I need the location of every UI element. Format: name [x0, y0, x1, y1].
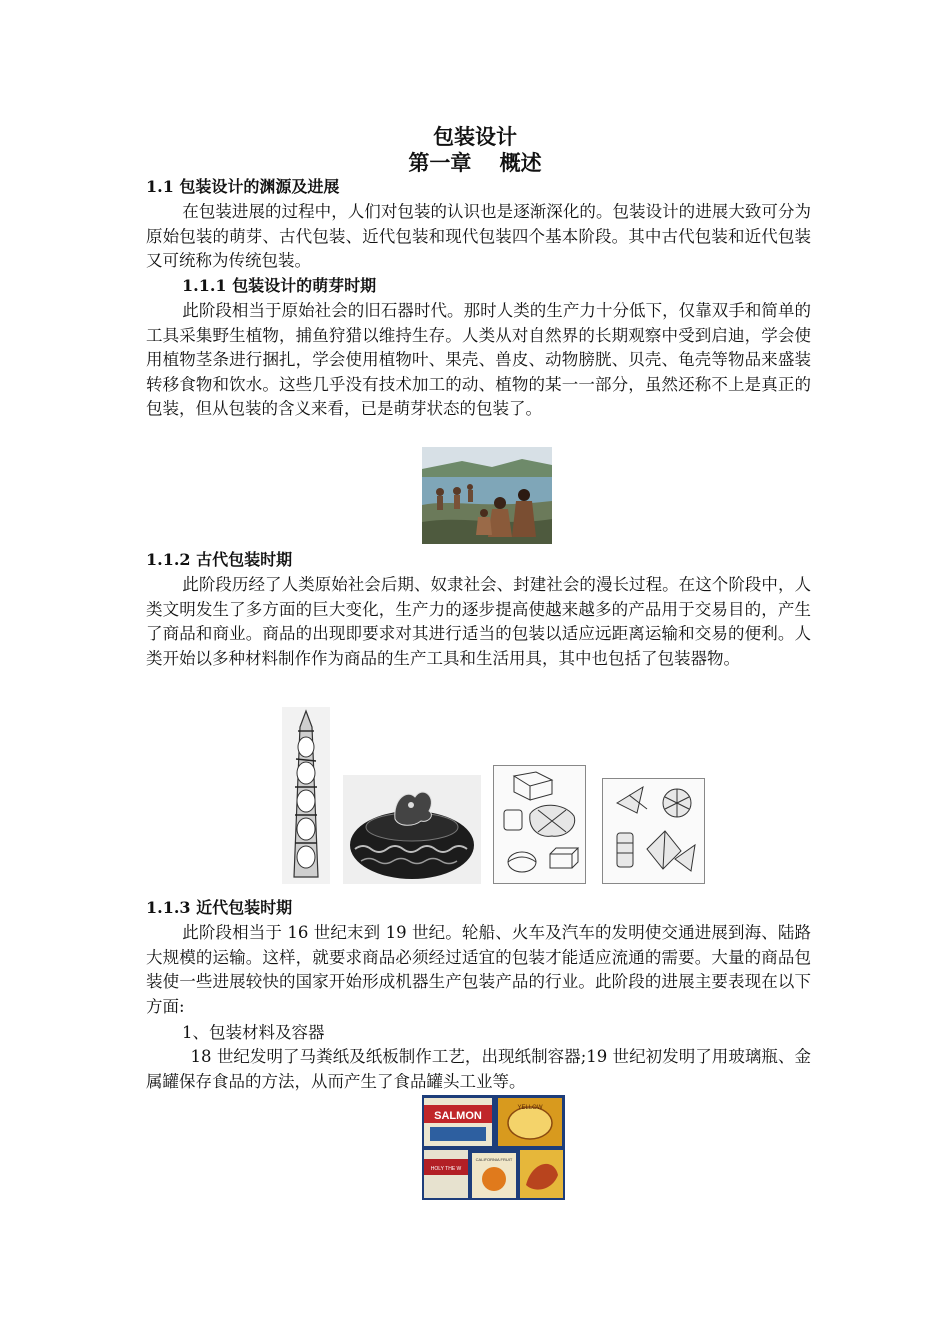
section-heading-1-1: 1.1 包装设计的渊源及进展 [146, 177, 340, 196]
vintage-food-cans-photo [422, 1095, 565, 1200]
section-heading-1-1-2: 1.1.2 古代包装时期 [146, 550, 293, 569]
fruit-can-label: CALIFORNIA FRUIT [475, 1157, 513, 1162]
paragraph-1-1-2: 此阶段历经了人类原始社会后期、奴隶社会、封建社会的漫长过程。在这个阶段中，人类文明发生了多方面的巨大变化，生产力的逐步提高使越来越多的产品用于交易目的，产生了商品和商业。商品的出现即要求对其进行适当的包装以适应远距离运输和交易的便利。人类开始以多种材料制作作为商品的生产工具和生活用具，其中也包括了包装器物。 [146, 575, 811, 668]
list-item-1: 1、包装材料及容器 [182, 1023, 325, 1042]
paragraph-materials: 18 世纪发明了马粪纸及纸板制作工艺，出现纸制容器;19 世纪初发明了用玻璃瓶、金属罐保存食品的方法，从而产生了食品罐头工业等。 [146, 1047, 811, 1091]
salmon-can-label: SALMON [434, 1110, 482, 1122]
section-heading-1-1-1: 1.1.1 包装设计的萌芽时期 [182, 276, 377, 295]
document-title: 包装设计 [433, 124, 517, 149]
chapter-title: 第一章 概述 [408, 150, 542, 175]
bamboo-wrapped-eggs-image [282, 707, 330, 884]
paragraph-1-1-1: 此阶段相当于原始社会的旧石器时代。那时人类的生产力十分低下，仅靠双手和简单的工具采集野生植物，捕鱼狩猎以维持生存。人类从对自然界的长期观察中受到启迪，学会使用植物茎条进行捆扎，学会使用植物叶、果壳、兽皮、动物膀胱、贝壳、龟壳等物品来盛装转移食物和饮水。这些几乎没有技术加工的动、植物的某一一部分，虽然还称不上是真正的包装，但从包装的含义来看，已是萌芽状态的包装了。 [146, 301, 811, 418]
bamboo-boxes-sketch-image [493, 765, 586, 884]
primitive-gathering-photo [422, 447, 552, 544]
tuna-can-label: YELLOW [517, 1105, 543, 1111]
fish-can-label: HOLY THE W [430, 1166, 462, 1172]
section-heading-1-1-3: 1.1.3 近代包装时期 [146, 898, 293, 917]
paragraph-1-1-3: 此阶段相当于 16 世纪末到 19 世纪。轮船、火车及汽车的发明使交通进展到海、陆路大规模的运输。这样，就要求商品必须经过适宜的包装才能适应流通的需要。大量的商品包装使一些进展较快的国家开始形成机器生产包装产品的行业。此阶段的进展主要表现在以下方面: [146, 923, 811, 1016]
painted-pottery-jar-image [343, 775, 481, 884]
paragraph-1-1: 在包装进展的过程中，人们对包装的认识也是逐渐深化的。包装设计的进展大致可分为原始包装的萌芽、古代包装、近代包装和现代包装四个基本阶段。其中古代包装和近代包装又可统称为传统包装。 [146, 202, 811, 270]
leaf-wrappings-sketch-image [602, 778, 705, 884]
